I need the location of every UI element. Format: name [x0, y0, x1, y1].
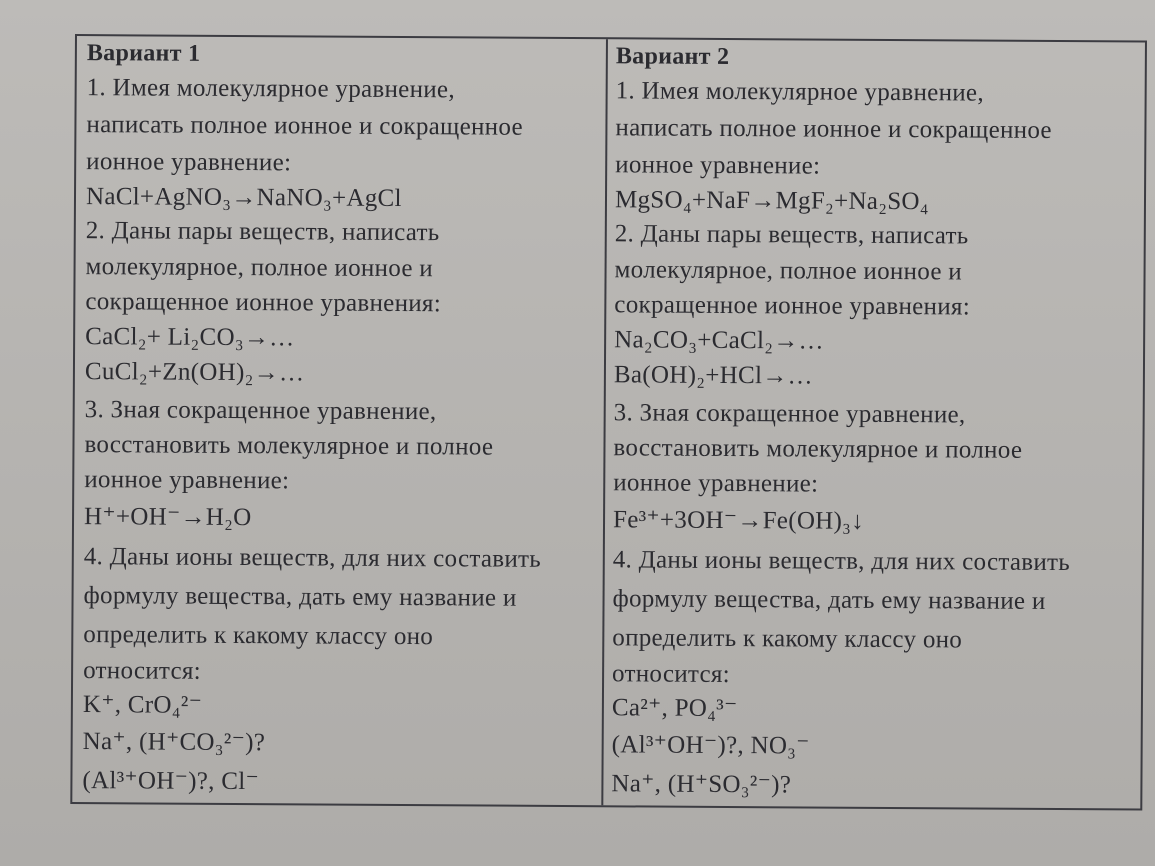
v1-task4-line3: определить к какому классу оно	[83, 621, 434, 651]
v2-task4-line3: определить к какому классу оно	[612, 624, 963, 654]
v1-task4-line2: формулу вещества, дать ему название и	[83, 582, 517, 612]
v1-task4-ions1: K⁺, CrO₄²⁻	[82, 691, 203, 719]
v1-task1-line3: ионное уравнение:	[86, 148, 292, 177]
v1-task2-line2: молекулярное, полное ионное и	[85, 253, 434, 283]
v1-task4-line4: относится:	[83, 657, 202, 685]
v1-task3-line1: 3. Зная сокращенное уравнение,	[84, 396, 437, 426]
v2-task4-ions1: Ca²⁺, PO₄³⁻	[611, 694, 738, 723]
v1-task2-pair1: CaCl₂+ Li₂CO₃→…	[85, 323, 295, 352]
v1-task4-ions2: Na⁺, (H⁺CO₃²⁻)?	[82, 728, 266, 757]
v1-task2-line3: сокращенное ионное уравнения:	[85, 288, 442, 318]
v2-task3-equation: Fe³⁺+3OH⁻→Fe(OH)₃↓	[612, 506, 865, 535]
v1-task3-equation: H⁺+OH⁻→H₂O	[83, 503, 252, 532]
v2-task4-line4: относится:	[612, 660, 731, 689]
v2-task4-line1: 4. Даны ионы веществ, для них составить	[612, 546, 1071, 577]
v1-task1-line2: написать полное ионное и сокращенное	[86, 111, 523, 141]
v2-task2-pair1: Na₂CO₃+CaCl₂→…	[614, 326, 824, 355]
v2-task1-line1: 1. Имея молекулярное уравнение,	[615, 77, 985, 107]
v1-task2-pair2: CuCl₂+Zn(OH)₂→…	[84, 358, 305, 387]
v2-task3-line2: восстановить молекулярное и полное	[613, 434, 1023, 464]
v1-task4-line1: 4. Даны ионы веществ, для них составить	[83, 543, 542, 573]
v2-task4-ions2: (Al³⁺OH⁻)?, NO₃⁻	[611, 731, 810, 760]
v2-task3-line1: 3. Зная сокращенное уравнение,	[613, 399, 966, 429]
v2-task2-line3: сокращенное ионное уравнения:	[614, 291, 971, 321]
v2-task2-line1: 2. Даны пары веществ, написать	[614, 220, 969, 250]
v1-task3-line3: ионное уравнение:	[84, 466, 290, 495]
variants-table	[70, 34, 1147, 811]
v1-task4-ions3: (Al³⁺OH⁻)?, Cl⁻	[82, 767, 260, 796]
v2-task4-ions3: Na⁺, (H⁺SO₃²⁻)?	[611, 770, 792, 799]
variant-1-title: Вариант 1	[86, 40, 201, 67]
v1-task1-line1: 1. Имея молекулярное уравнение,	[86, 74, 456, 104]
v2-task1-line2: написать полное ионное и сокращенное	[615, 114, 1052, 144]
v2-task2-line2: молекулярное, полное ионное и	[614, 256, 963, 286]
v1-task2-line1: 2. Даны пары веществ, написать	[85, 217, 440, 247]
variant-2-title: Вариант 2	[615, 43, 730, 70]
v2-task2-pair2: Ba(OH)₂+HCl→…	[613, 361, 813, 390]
v2-task4-line2: формулу вещества, дать ему название и	[612, 585, 1046, 615]
variant-1-column	[82, 36, 607, 796]
variant-2-column	[611, 39, 1136, 799]
v2-task1-equation: MgSO₄+NaF→MgF₂+Na₂SO₄	[614, 186, 929, 216]
v2-task3-line3: ионное уравнение:	[613, 469, 819, 498]
v2-task1-line3: ионное уравнение:	[615, 151, 821, 180]
v1-task3-line2: восстановить молекулярное и полное	[84, 431, 494, 461]
v1-task1-equation: NaCl+AgNO₃→NaNO₃+AgCl	[85, 183, 402, 212]
column-divider	[601, 39, 608, 805]
